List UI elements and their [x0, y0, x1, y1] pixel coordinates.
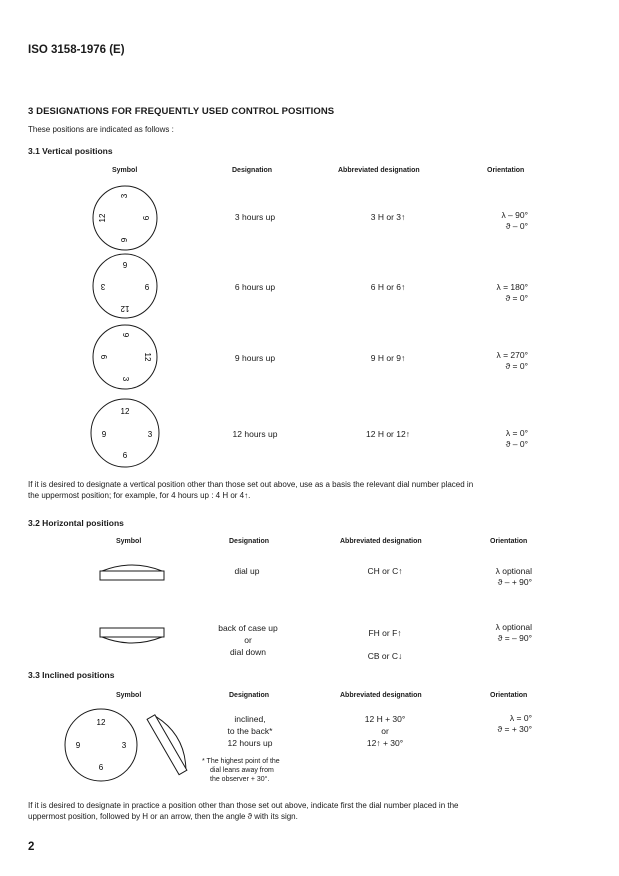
- orientation-theta: ϑ – 0°: [505, 439, 528, 449]
- orientation-lambda: λ = 270°: [496, 350, 528, 360]
- dial-label-right: 12: [142, 352, 152, 362]
- designation-9-hours: 9 hours up: [234, 353, 276, 363]
- dial-label-top: 12: [96, 718, 106, 728]
- orientation-theta: ϑ = – 90°: [497, 633, 532, 643]
- orientation-lambda: λ – 90°: [501, 210, 528, 220]
- footnote-line: dial leans away from: [210, 767, 274, 774]
- orientation-lambda: λ = 0°: [509, 713, 532, 723]
- designation-dial-up: dial up: [234, 566, 260, 576]
- orientation-9-hours: [450, 350, 528, 372]
- dial-label-top: 6: [122, 259, 128, 269]
- dial-label-bottom: 9: [120, 237, 130, 243]
- dial-label-right: 3: [147, 430, 153, 440]
- dial-label-right: 3: [121, 741, 127, 751]
- orientation-lambda: λ = 180°: [496, 282, 528, 292]
- designation-inclined: [204, 713, 296, 749]
- col-header-symbol: Symbol: [116, 538, 142, 545]
- abbrev-line: or: [381, 726, 389, 736]
- abbrev-12-hours: 12 H or 12↑: [366, 429, 410, 439]
- orientation-theta: ϑ – 0°: [505, 221, 528, 231]
- abbrev-line: CB or C↓: [367, 651, 403, 661]
- designation-12-hours: 12 hours up: [232, 429, 278, 439]
- vertical-note-line1: If it is desired to designate a vertical position other than those set out above, use as a basis the relevant dial number placed in: [28, 480, 474, 489]
- abbrev-9-hours: 9 H or 9↑: [370, 353, 406, 363]
- abbrev-3-hours: 3 H or 3↑: [370, 212, 406, 222]
- footnote-line: * The highest point of the: [202, 758, 280, 765]
- footnote: [202, 757, 280, 784]
- abbrev-line: 12 H + 30°: [364, 714, 406, 724]
- col-header-designation: Designation: [229, 692, 270, 699]
- orientation-inclined: [450, 713, 532, 735]
- inclined-side-view-symbol: [144, 708, 196, 778]
- dial-label-bottom: 6: [122, 451, 128, 461]
- col-header-symbol: Symbol: [116, 692, 142, 699]
- orientation-lambda: λ optional: [495, 622, 532, 632]
- col-header-orientation: Orientation: [490, 692, 528, 699]
- section-3-2-title: 3.2 Horizontal positions: [28, 518, 124, 528]
- dial-label-top: 9: [120, 332, 130, 338]
- col-header-orientation: Orientation: [490, 538, 528, 545]
- dial-label-left: 9: [101, 430, 107, 440]
- dial-label-left: 3: [100, 281, 106, 291]
- orientation-6-hours: [450, 282, 528, 304]
- dial-label-right: 6: [142, 215, 152, 221]
- dial-12-hours-up-symbol: [90, 398, 160, 468]
- document-id: ISO 3158-1976 (E): [28, 44, 125, 56]
- abbrev-inclined: [330, 713, 440, 749]
- back-of-case-up-symbol: [98, 625, 166, 649]
- col-header-designation: Designation: [232, 167, 273, 174]
- designation-line: dial down: [230, 647, 266, 657]
- orientation-theta: ϑ = 0°: [505, 361, 528, 371]
- designation-line: 12 hours up: [227, 738, 273, 748]
- section-3-1-title: 3.1 Vertical positions: [28, 146, 113, 156]
- designation-line: back of case up: [218, 623, 278, 633]
- orientation-12-hours: [450, 428, 528, 450]
- abbrev-back-of-case-up: [330, 622, 440, 668]
- designation-back-of-case-up: [196, 622, 300, 658]
- orientation-back-of-case-up: [450, 622, 532, 644]
- col-header-abbreviated: Abbreviated designation: [340, 538, 422, 545]
- abbrev-line: FH or F↑: [368, 628, 402, 638]
- dial-label-bottom: 6: [98, 763, 104, 773]
- orientation-3-hours: [450, 210, 528, 232]
- dial-9-hours-up-symbol: [90, 324, 160, 390]
- orientation-theta: ϑ = 0°: [505, 293, 528, 303]
- designation-6-hours: 6 hours up: [234, 282, 276, 292]
- dial-label-bottom: 3: [120, 376, 130, 382]
- orientation-lambda: λ optional: [495, 566, 532, 576]
- col-header-designation: Designation: [229, 538, 270, 545]
- dial-label-right: 9: [144, 281, 150, 291]
- orientation-lambda: λ = 0°: [505, 428, 528, 438]
- dial-label-top: 3: [120, 193, 130, 199]
- page-number: 2: [28, 841, 35, 853]
- dial-label-left: 12: [98, 213, 108, 223]
- footnote-line: the observer + 30°.: [210, 776, 270, 783]
- section-3-title: 3 DESIGNATIONS FOR FREQUENTLY USED CONTROL POSITIONS: [28, 106, 335, 117]
- inclined-dial-symbol: [61, 707, 141, 783]
- col-header-abbreviated: Abbreviated designation: [340, 692, 422, 699]
- orientation-theta: ϑ – + 90°: [497, 577, 532, 587]
- designation-line: or: [244, 635, 252, 645]
- col-header-abbreviated: Abbreviated designation: [338, 167, 420, 174]
- inclined-note-line1: If it is desired to designate in practice a position other than those set out above, indicate first the dial number placed in the: [28, 801, 459, 810]
- inclined-note-line2: uppermost position, followed by H or an arrow, then the angle ϑ with its sign.: [28, 812, 298, 821]
- dial-label-top: 12: [120, 407, 130, 417]
- dial-label-left: 9: [75, 741, 81, 751]
- abbrev-line: 12↑ + 30°: [366, 738, 404, 748]
- dial-up-symbol: [98, 559, 166, 583]
- abbrev-dial-up: CH or C↑: [367, 566, 403, 576]
- abbrev-6-hours: 6 H or 6↑: [370, 282, 406, 292]
- designation-3-hours: 3 hours up: [234, 212, 276, 222]
- dial-3-hours-up-symbol: [90, 185, 160, 251]
- dial-label-bottom: 12: [120, 303, 130, 313]
- orientation-theta: ϑ = + 30°: [497, 724, 532, 734]
- section-3-intro: These positions are indicated as follows :: [28, 125, 174, 134]
- dial-6-hours-up-symbol: [90, 253, 160, 319]
- designation-line: to the back*: [227, 726, 273, 736]
- col-header-orientation: Orientation: [487, 167, 525, 174]
- section-3-3-title: 3.3 Inclined positions: [28, 670, 115, 680]
- orientation-dial-up: [450, 566, 532, 588]
- dial-label-left: 6: [98, 354, 108, 360]
- vertical-note-line2: the uppermost position; for example, for 4 hours up : 4 H or 4↑.: [28, 491, 251, 500]
- designation-line: inclined,: [234, 714, 266, 724]
- col-header-symbol: Symbol: [112, 167, 138, 174]
